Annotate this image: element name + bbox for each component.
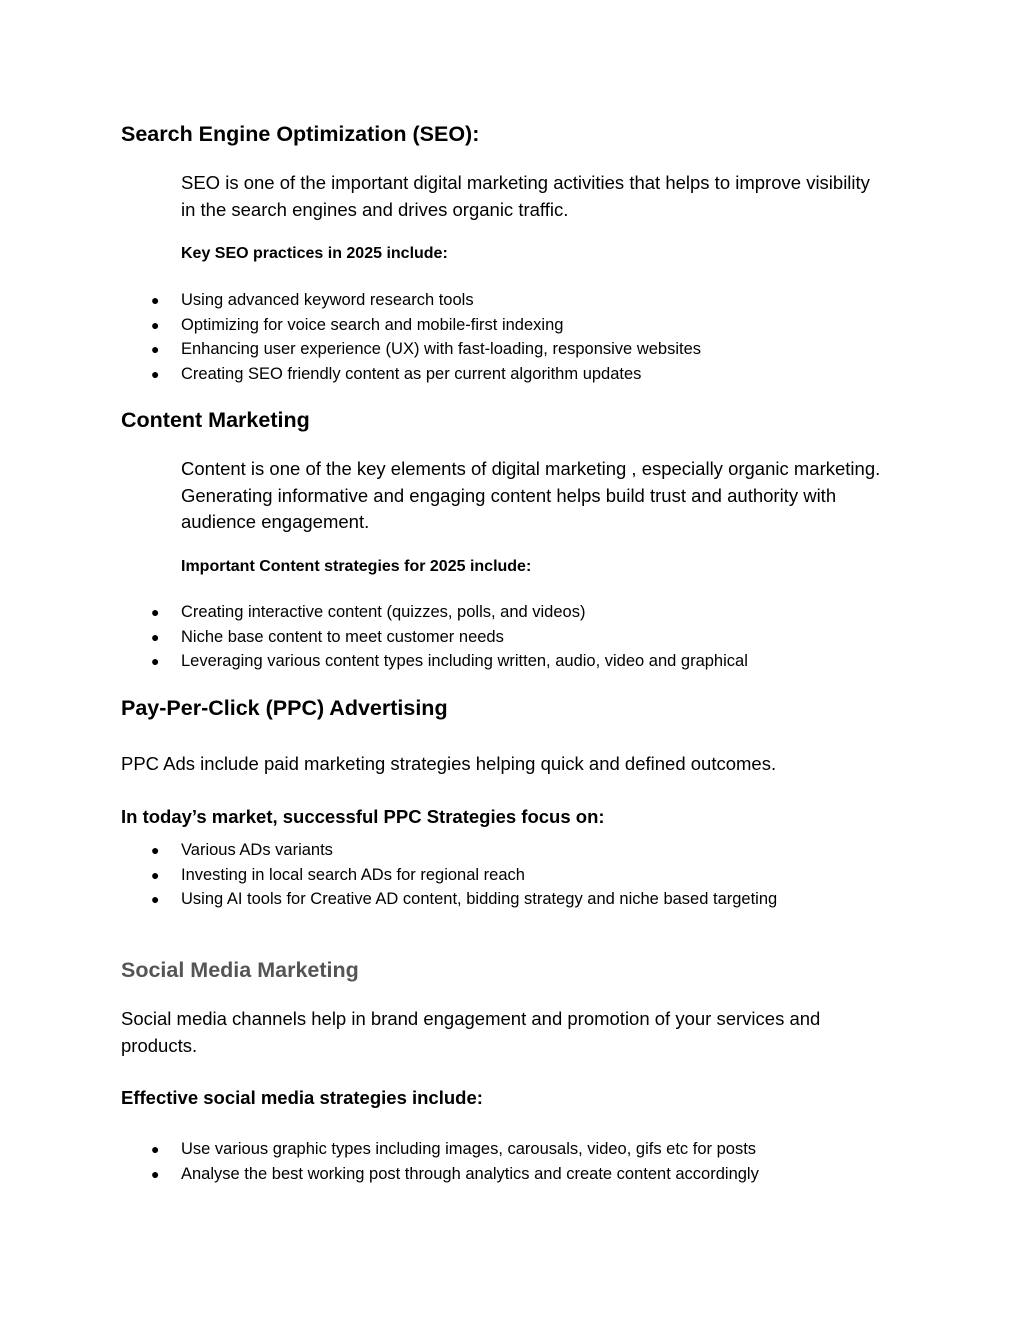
social-intro: Social media channels help in brand engagement and promotion of your services and products. [121,1008,821,1056]
document-page: Search Engine Optimization (SEO): SEO is one of the important digital marketing activities that helps to improve visibility in the search engines and drives organic traffic. Key SEO practices in 2025 include: ● Using advanced keyword research tools ● Optimizing for voice search and mobile-first indexing ● Enhancing user experience (UX) with fast-loading, responsive websites ● Creating SEO friendly content as per current algorithm updates Content Marketing Content is one of the key elements of digital marketing , especially organic marketing. Generating informative and engaging content helps build trust and authority with audience engagement. Important Content strategies for 2025 include: ● Creating interactive content (quizzes, polls, and videos) ● Niche base content to meet customer needs ● Leveraging various content types including written, audio, video and graphical Pay-Per-Click (PPC) Advertising PPC Ads include paid marketing strategies helping quick and defined outcomes. In today’s market, successful PPC Strategies focus on: ● Various ADs variants ● Investing in local search ADs for regional reach ● Using AI tools for Creative AD content, bidding strategy and niche based targeting Social Media Marketing Social media channels help in brand engagement and promotion of your services and products. Effective social media strategies include: ● Use various graphic types including images, carousals, video, gifs etc for posts ● Analyse the best working post through analytics and create content accordingly [0,0,1024,1325]
content-marketing-intro: Content is one of the key elements of digital marketing , especially organic marketing. Generating informative and engaging content helps build trust and authority with audience engagement. [181,458,881,532]
content-marketing-heading: Content Marketing [121,408,310,432]
bullet-icon: ● [151,628,160,645]
bullet-icon: ● [151,604,160,620]
bullet-icon: ● [151,316,160,333]
bullet-icon: ● [151,1165,160,1182]
bullet-icon: ● [151,842,160,858]
seo-intro: SEO is one of the important digital marketing activities that helps to improve visibility in the search engines and drives organic traffic. [181,172,870,220]
ppc-subheading: In today’s market, successful PPC Strategies focus on: [121,806,605,827]
seo-subheading: Key SEO practices in 2025 include: [181,245,448,262]
bullet-icon: ● [151,365,160,382]
ppc-intro: PPC Ads include paid marketing strategies helping quick and defined outcomes. [121,753,777,774]
content-marketing-subheading: Important Content strategies for 2025 include: [181,558,532,575]
social-heading: Social Media Marketing [121,958,359,982]
bullet-icon: ● [151,653,160,669]
ppc-heading: Pay-Per-Click (PPC) Advertising [121,696,448,720]
bullet-icon: ● [151,341,160,357]
bullet-icon: ● [151,891,160,907]
seo-heading: Search Engine Optimization (SEO): [121,122,480,146]
social-subheading: Effective social media strategies include: [121,1087,483,1108]
bullet-icon: ● [151,1141,160,1157]
bullet-icon: ● [151,866,160,883]
bullet-icon: ● [151,292,160,308]
